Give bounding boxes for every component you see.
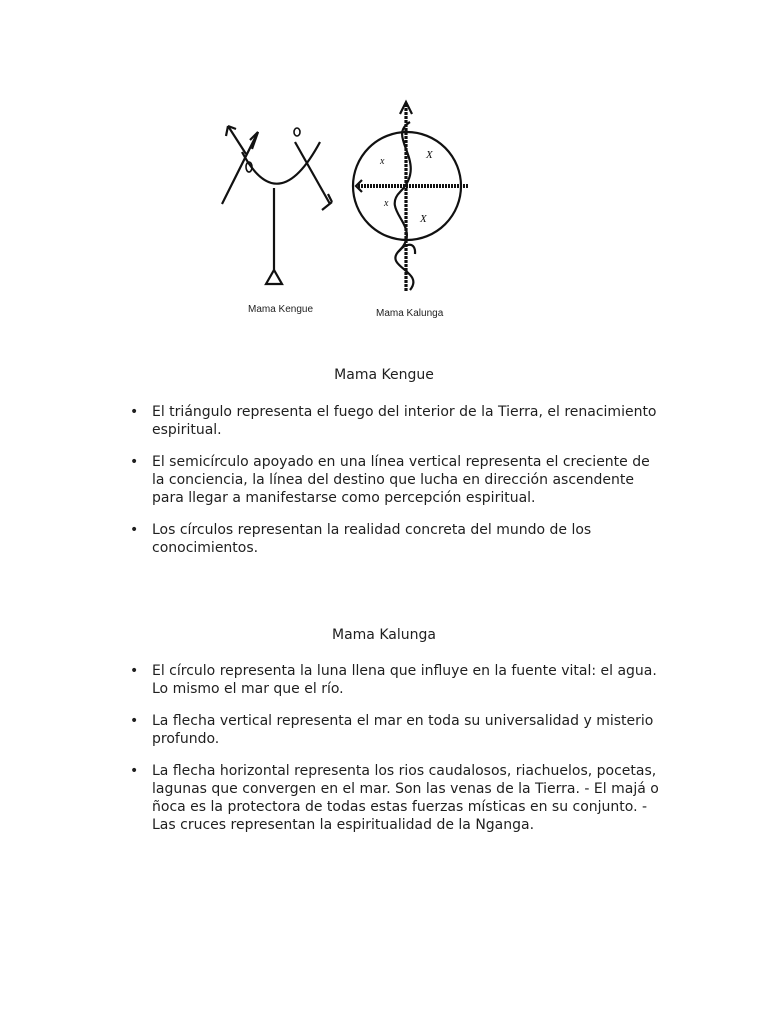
list-item: • La flecha horizontal representa los rios caudalosos, riachuelos, pocetas, lagunas que convergen en el mar. Son las venas de la Tierra. - El majá o ñoca es la protectora de todas estas fuerzas místicas en su conjunto. - Las cruces representan la espiritualidad de la Nganga. [152, 762, 662, 834]
mama-kalunga-label: Mama Kalunga [376, 308, 444, 319]
list-item: • El semicírculo apoyado en una línea vertical representa el creciente de la conciencia, la línea del destino que lucha en dirección ascendente para llegar a manifestarse como percepción espiritual. [152, 453, 662, 507]
kalunga-serpent [395, 122, 414, 290]
section-heading-kalunga: Mama Kalunga [332, 627, 436, 643]
mama-kalunga-sign [353, 102, 468, 292]
kalunga-list [152, 662, 662, 848]
kengue-list [152, 403, 662, 571]
kengue-right-arrow-a [295, 142, 330, 204]
kengue-circle-right [294, 128, 300, 136]
kalunga-cross-2: X [426, 149, 433, 161]
list-item: • El círculo representa la luna llena que influye en la fuente vital: el agua. Lo mismo el mar que el río. [152, 662, 662, 698]
sign-figure [210, 92, 480, 332]
kalunga-cross-3: x [384, 198, 389, 209]
section-heading-kengue: Mama Kengue [334, 367, 434, 383]
kengue-triangle [266, 270, 282, 284]
mama-kengue-sign [222, 126, 332, 284]
kalunga-cross-1: x [380, 156, 385, 167]
list-item: • Los círculos representan la realidad concreta del mundo de los conocimientos. [152, 521, 662, 557]
kengue-semicircle [242, 142, 320, 184]
kalunga-cross-4: X [420, 213, 427, 225]
list-item: • La flecha vertical representa el mar en toda su universalidad y misterio profundo. [152, 712, 662, 748]
kengue-left-arrow-b [228, 126, 246, 154]
mama-kengue-label: Mama Kengue [248, 304, 314, 315]
sign-drawings [210, 92, 480, 332]
list-item: • El triángulo representa el fuego del interior de la Tierra, el renacimiento espiritual. [152, 403, 662, 439]
